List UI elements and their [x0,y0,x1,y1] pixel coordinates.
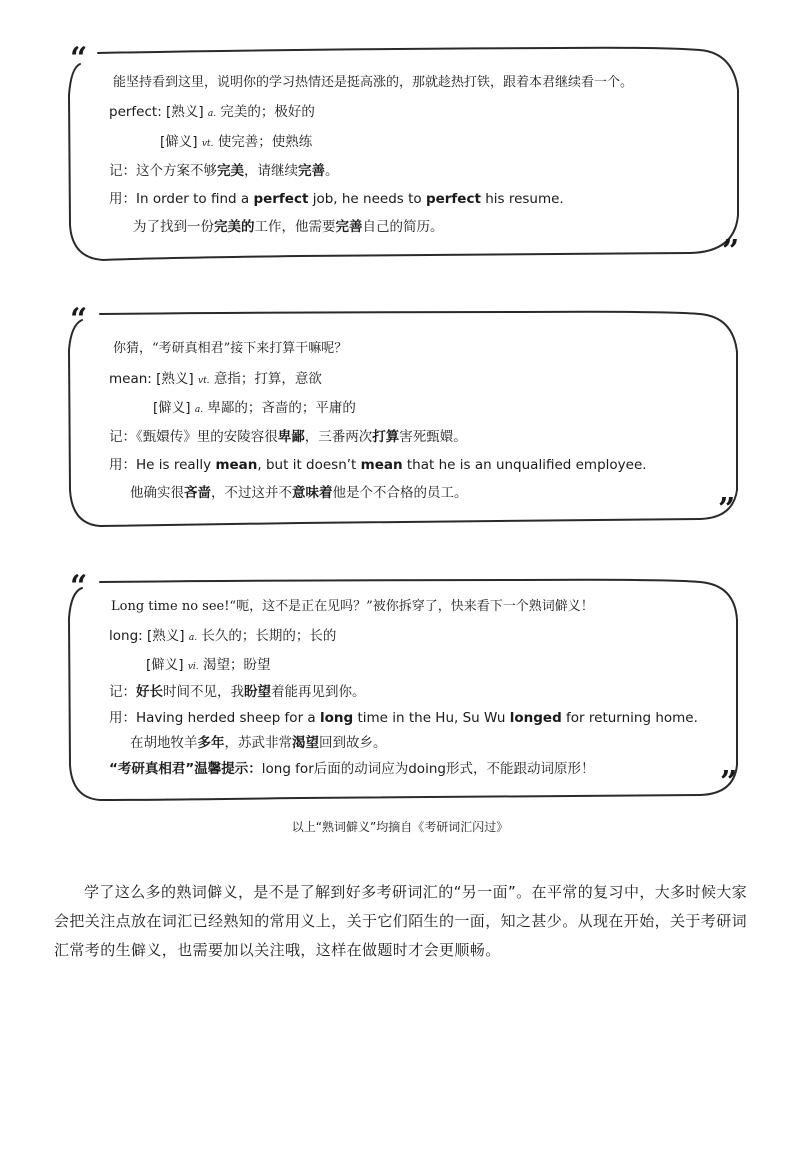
label: 用： [109,710,136,726]
meaning: 完美的；极好的 [220,104,315,120]
common-meaning-line: perfect: [熟义] a. 完美的；极好的 [109,104,315,120]
bold-word: 完善 [335,219,363,235]
bold-word: 盼望 [244,684,271,700]
text: In order to find a [136,191,254,207]
intro-text: Long time no see!“呃，这不是正在见吗？”被你拆穿了，快来看下一个熟词僻义！ [111,599,594,614]
headword: long [109,628,139,644]
text: job, he needs to [308,191,426,207]
translation-line [130,734,387,752]
meaning: 渴望；盼望 [202,657,271,673]
pos: a. [188,633,198,643]
common-meaning-line: long: [熟义] a. 长久的；长期的；长的 [109,628,337,644]
label: 用： [109,191,136,207]
rare-tag: [僻义] [153,400,191,416]
bold-word: 意味着 [292,485,333,501]
text: 着能再见到你。 [271,684,366,700]
tip-line [109,760,594,778]
source-caption: 以上“熟词僻义”均摘自《考研词汇闪过》 [291,820,509,834]
text: ，三番两次 [304,429,373,445]
bold-word: 吝啬 [184,485,211,501]
summary-paragraph: 学了这么多的熟词僻义，是不是了解到好多考研词汇的“另一面”。在平常的复习中，大多时候大家会把关注点放在词汇已经熟知的常用义上，关于它们陌生的一面，知之甚少。从现在开始，关于考研词汇常考的生僻义，也需要加以关注哦，这样在做题时才会更顺畅。 [54,883,748,959]
text: 他确实很 [130,485,184,501]
bold-word: longed [509,710,562,726]
rare-tag: [僻义] [146,657,184,673]
label: 用： [109,457,136,473]
rare-meaning-line [146,656,270,676]
bold-word: 完美的 [214,219,255,235]
pos: vt. [197,376,210,386]
text: 在胡地牧羊 [130,735,198,751]
text: , but it doesn’t [257,457,361,473]
memo-line [109,162,339,180]
bold-word: mean [360,457,403,473]
text: 时间不见，我 [163,684,244,700]
usage-line [109,456,647,474]
bold-word: 打算 [372,429,400,445]
text: 这个方案不够 [136,163,217,179]
headword: perfect [109,104,158,120]
bold-word: 卑鄙 [277,429,305,445]
text: time in the Hu, Su Wu [353,710,510,726]
word-box-long [0,560,800,810]
text: 。 [325,163,339,179]
text: for returning home. [561,710,698,726]
hand-drawn-frame [0,0,800,280]
hand-drawn-frame [0,290,800,540]
label: 记： [109,429,136,445]
bold-word: 完善 [298,163,325,179]
close-quote-mark: ” [720,765,738,800]
text: Having herded sheep for a [136,710,320,726]
bold-word: perfect [425,191,481,207]
headword: mean [109,371,148,387]
rare-meaning-line [153,399,356,419]
text: 工作，他需要 [254,219,336,235]
label: 记： [109,163,136,179]
common-tag: [熟义] [146,628,185,644]
close-quote-mark: ” [722,234,740,269]
common-meaning-line: mean: [熟义] vt. 意指；打算，意欲 [109,371,322,387]
text: He is really [136,457,216,473]
open-quote-mark: “ [70,302,88,337]
word-box-perfect [0,0,800,280]
rare-tag: [僻义] [160,134,198,150]
text: 自己的简历。 [362,219,444,235]
label: 记： [109,684,136,700]
word-box-mean [0,290,800,540]
tip-label: “考研真相君”温馨提示： [109,761,262,777]
meaning: 意指；打算，意欲 [213,371,322,387]
text: that he is an unqualified employee. [402,457,647,473]
bold-word: 渴望 [292,735,319,751]
pos: vt. [201,139,214,149]
usage-line [109,709,698,727]
rare-meaning-line [160,133,312,153]
close-quote-mark: ” [718,492,736,527]
pos: a. [207,109,217,119]
pos: vi. [187,662,199,672]
open-quote-mark: “ [70,41,88,76]
text: 他是个不合格的员工。 [332,485,468,501]
translation-line [130,484,468,502]
common-tag: [熟义] [166,104,204,120]
meaning: 使完善；使熟练 [217,134,313,150]
bold-word: mean [215,457,258,473]
text: 为了找到一份 [133,219,214,235]
text: ，苏武非常 [224,735,292,751]
text: ，请继续 [244,163,298,179]
text: 回到故乡。 [319,735,387,751]
intro-text: 你猜，“考研真相君”接下来打算干嘛呢？ [113,341,348,356]
common-tag: [熟义] [156,371,194,387]
bold-word: long [319,710,354,726]
bold-word: 好长 [136,684,163,700]
translation-line [133,218,444,236]
tip-text: long for后面的动词应为doing形式，不能跟动词原形！ [261,761,595,777]
meaning: 长久的；长期的；长的 [201,628,337,644]
text: 害死甄嬛。 [399,429,467,445]
text: his resume. [480,191,564,207]
text: ，不过这并不 [211,485,292,501]
meaning: 卑鄙的；吝啬的；平庸的 [207,400,356,416]
memo-line [109,683,366,701]
bold-word: 完美 [217,163,244,179]
intro-text: 能坚持看到这里，说明你的学习热情还是挺高涨的，那就趁热打铁，跟着本君继续看一个。 [113,75,634,90]
open-quote-mark: “ [70,569,88,604]
usage-line [109,190,564,208]
bold-word: 多年 [197,735,225,751]
memo-line [109,428,467,446]
text: 《甄嬛传》里的安陵容很 [136,429,278,445]
bold-word: perfect [253,191,309,207]
pos: a. [194,405,204,415]
